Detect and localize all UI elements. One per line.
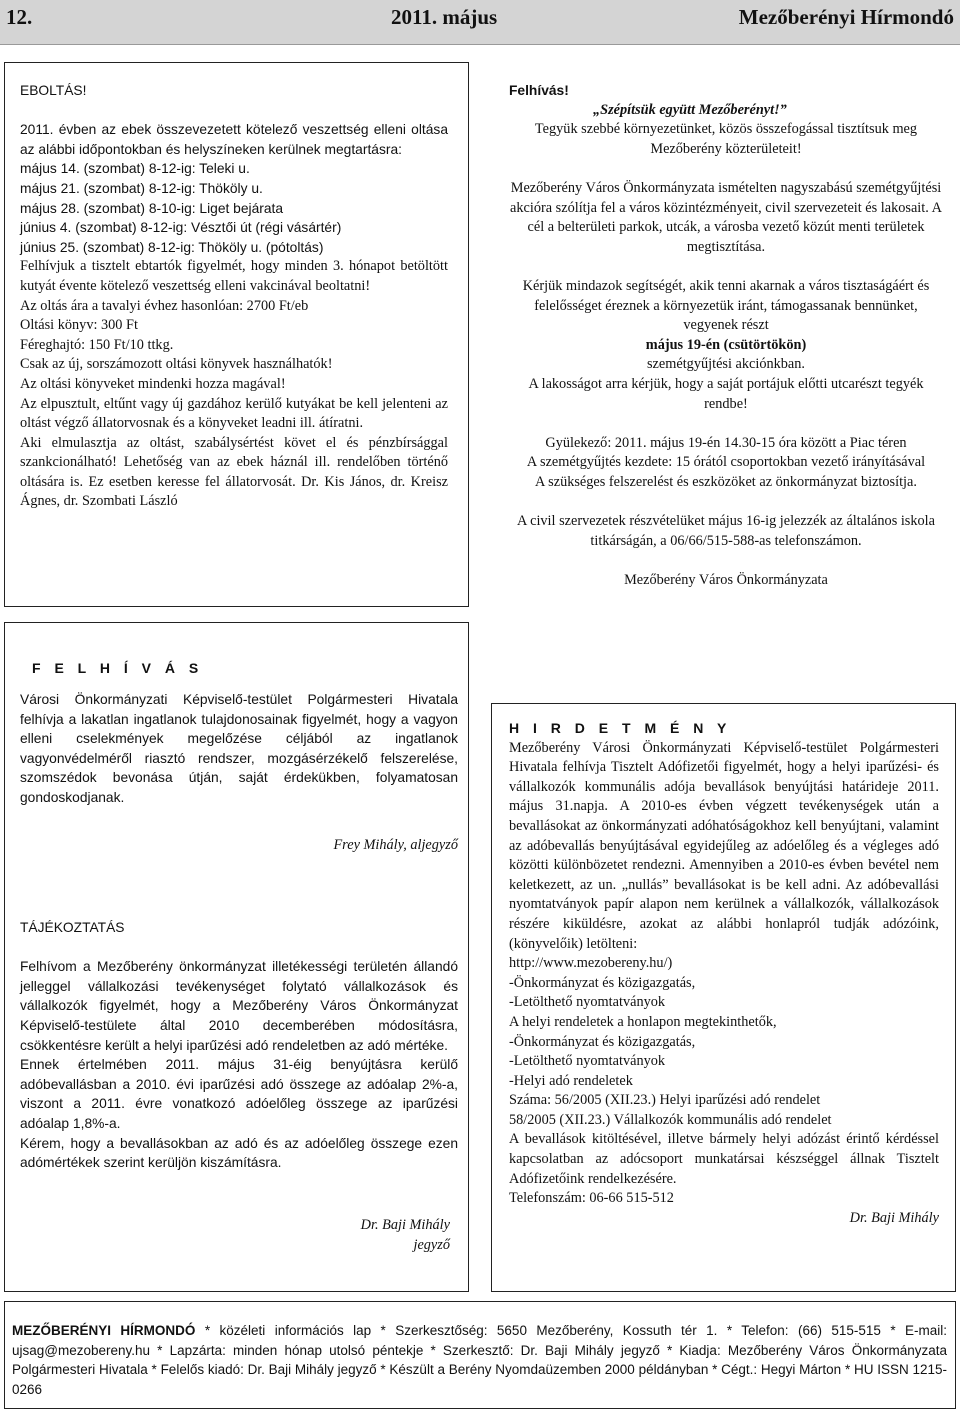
felhivas-signature: Frey Mihály, aljegyző [333,837,458,853]
szepites-p3b: május 19-én (csütörtökön) [645,336,807,353]
publication-title: Mezőberényi Hírmondó [738,5,954,29]
footer-publication-name: MEZŐBERÉNYI HÍRMONDÓ [12,1323,196,1338]
eboltas-date-1: május 14. (szombat) 8-12-ig: Teleki u. [20,161,250,177]
tajekoztatas-title: TÁJÉKOZTATÁS [20,920,125,935]
eboltas-date-3: május 28. (szombat) 8-10-ig: Liget bejárata [20,200,284,216]
szepites-p4: A lakosságot arra kérjük, hogy a saját portájuk előtti utcarészt tegyék rendbe! [528,375,924,412]
szepites-p6: A szemétgyűjtés kezdete: 15 órától csoportokban vezető irányításával [526,454,926,471]
szepites-p2: Mezőberény Város Önkormányzata ismételten nagyszabású szemétgyűjtési akcióra szólítja fel a város közintézményeit, civil szervezeteit és lakosait. A cél a belterületi parkok, utcák, a városba vezető közút menti területek megtisztítása. [510,179,942,255]
szepites-label: Felhívás! [509,83,569,98]
eboltas-intro: 2011. évben az ebek összevezetett kötelező veszettség elleni oltása az alábbi időpontokban és helyszíneken kerülnek megtartásra: [20,122,448,157]
eboltas-note-2: Az oltási könyveket mindenki hozza magával! [20,375,286,392]
eboltas-penalty: Aki elmulasztja az oltást, szabálysértést követ el és pénzbírsággal szankcionálható! Lehetőség van az ebek háznál ill. rendelőben történő oltására is. Ez esetben keresse fel állatorvosát. Dr. Kis János, dr. Kreisz Ágnes, dr. Szombati László [20,434,448,510]
hirdetmeny-title: H I R D E T M É N Y [509,720,732,736]
tajekoztatas-signature [20,1216,450,1255]
hirdetmeny-path-3: -Önkormányzat és közigazgatás, [509,1033,696,1050]
eboltas-lost: Az elpusztult, eltűnt vagy új gazdához kerülő kutyákat be kell jelenteni az oltást végző állatorvosnak és a könyveket leadni ill. átíratni. [20,395,448,432]
hirdetmeny-body-1: Mezőberény Városi Önkormányzati Képviselő-testület Polgármesteri Hivatala felhívja Tisztelt Adófizetői figyelmét, hogy a helyi iparűzési- és vállalkozók kommunális adója bevallások benyújtási határideje 2011. május 31.napja. A 2010-es évben végzett tevékenységek után a bevallásokat az önkormányzati adóhatóságokhoz kell benyújtani, valamint az adóbevallás benyújtásával egyidejűleg az adóelőleg és a végleges adó közötti különbözetet rendezni. Amennyiben a 2010-es évben bevétel nem keletkezett, az un. „nullás” bevallásokat is be kell adni. Az adóbevallási nyomtatványok papír alapon nem kerülnek a vállalkozók, vállalkozások részére kiküldésre, azokat az alábbi honlapról tudják adózóink, (könyvelőik) letölteni: [509,739,939,952]
szepites-p8: A civil szervezetek részvételüket május 16-ig jelezzék az általános iskola titkárságán, a 06/66/515-588-as telefonszámon. [516,513,935,549]
hirdetmeny-url[interactable]: http://www.mezobereny.hu/) [509,955,673,972]
hirdetmeny-path-4: -Letölthető nyomtatványok [509,1053,666,1070]
eboltas-notice: Felhívjuk a tisztelt ebtartók figyelmét, hogy minden 3. hónapot betöltött kutyát évente kötelező veszettség elleni vakcinával beoltatni! [20,258,448,294]
hirdetmeny-path-2: -Letölthető nyomtatványok [509,994,666,1011]
felhivas-article [20,690,458,808]
szepites-p7: A szükséges felszerelést és eszközöket az önkormányzat biztosítja. [535,473,917,490]
eboltas-date-4: június 4. (szombat) 8-12-ig: Vésztői út (régi vásártér) [20,220,342,236]
hirdetmeny-signature: Dr. Baji Mihály [849,1209,939,1226]
page-number: 12. [6,5,33,29]
tajekoztatas-body-2: Ennek értelmében 2011. május 31-éig benyújtásra kerülő adóbevallásban a 2010. évi iparűzési adó összege az adóalap 2%-a, viszont a 2011. évre vonatkozó adóelőleg összege az iparűzési adóalap 1,8%-a. [20,1057,458,1131]
hirdetmeny-intro-2: A helyi rendeletek a honlapon megtekinthetők, [509,1013,777,1030]
eboltas-date-5: június 25. (szombat) 8-12-ig: Thököly u. (pótoltás) [20,239,324,255]
eboltas-date-2: május 21. (szombat) 8-12-ig: Thököly u. [20,180,263,196]
page-header [0,0,960,45]
eboltas-price-3: Féreghajtó: 150 Ft/10 ttkg. [20,336,174,353]
tajekoztatas-article [20,918,458,1173]
eboltas-price-2: Oltási könyv: 300 Ft [20,317,138,334]
hirdetmeny-path-5: -Helyi adó rendeletek [509,1072,633,1089]
hirdetmeny-decree-2: 58/2005 (XII.23.) Vállalkozók kommunális adó rendelet [509,1111,832,1128]
tajekoztatas-signature-role: jegyző [413,1236,450,1253]
hirdetmeny-article [509,719,939,1228]
footer-imprint [12,1321,947,1399]
footer-details: * közéleti információs lap * Szerkesztőség: 5650 Mezőberény, Kossuth tér 1. * Telefon: (66) 515-515 * E-mail: ujsag@mezobereny.hu * Lapzárta: minden hónap utolsó péntekje * Szerkesztő: Dr. Baji Mihály jegyző * Kiadja: Mezőberény Város Önkormányzata Polgármesteri Hivatala * Felelős kiadó: Dr. Baji Mihály jegyző * Készült a Berény Nyomdaüzemben 2000 példányban * Cégt.: Hegyi Márton * HU ISSN 1215-0266 [12,1323,947,1397]
szepites-p3a: Kérjük mindazok segítségét, akik tenni akarnak a város tisztaságáért és felelősséget éreznek a környezetük iránt, támogassanak bennünket, vegyenek részt [522,277,930,334]
szepites-p1: Tegyük szebbé környezetünket, közös összefogással tisztítsuk meg Mezőberény közterületeit! [534,121,918,157]
szepites-title: „Szépítsük együtt Mezőberényt!” [593,101,787,118]
szepites-article [509,81,943,590]
tajekoztatas-body-1: Felhívom a Mezőberény önkormányzat illetékességi területén állandó jelleggel vállalkozási tevékenységet folytató vállalkozások és vállalkozók figyelmét, hogy a Mezőberény Város Önkormányzat Képviselő-testülete által 2010 decemberében módosításra, csökkentésre került a helyi iparűzési adó rendeletben az adó mértéke. [20,959,458,1053]
hirdetmeny-decree-1: Száma: 56/2005 (XII.23.) Helyi iparűzési adó rendelet [509,1092,821,1109]
issue-date: 2011. május [391,5,498,29]
felhivas-title-wrap [32,659,452,679]
tajekoztatas-body-3: Kérem, hogy a bevallásokban az adó és az adóelőleg összege ezen adómértékek szerint kerüljön kiszámításra. [20,1135,458,1171]
eboltas-title: EBOLTÁS! [20,83,87,98]
hirdetmeny-path-1: -Önkormányzat és közigazgatás, [509,974,696,991]
felhivas-body: Városi Önkormányzati Képviselő-testület Polgármesteri Hivatala felhívja a lakatlan ingatlanok tulajdonosainak figyelmét, hogy a vagyon elleni cselekmények megelőzése céljából az ingatlanok vagyonvédelméről riasztó rendszer, mozgásérzékelő felszerelése, szomszédok bevonása útján, saját érdekükben, folyamatosan gondoskodjanak. [20,692,458,805]
hirdetmeny-body-2: A bevallások kitöltésével, illetve bármely helyi adózást érintő kérdéssel kapcsolatban az adócsoport munkatársai készséggel állnak Tisztelt Adófizetőink rendelkezésére. [509,1131,939,1187]
eboltas-price-1: Az oltás ára a tavalyi évhez hasonlóan: 2700 Ft/eb [20,297,309,314]
tajekoztatas-signature-name: Dr. Baji Mihály [360,1217,450,1233]
szepites-p3c: szemétgyűjtési akciónkban. [646,356,805,373]
szepites-p5: Gyülekező: 2011. május 19-én 14.30-15 óra között a Piac téren [545,434,907,451]
felhivas-signature-wrap [20,836,458,856]
eboltas-article [20,81,448,512]
szepites-signature: Mezőberény Város Önkormányzata [624,571,828,588]
eboltas-note-1: Csak az új, sorszámozott oltási könyvek használhatók! [20,356,333,373]
felhivas-title: F E L H Í V Á S [32,660,204,676]
hirdetmeny-phone: Telefonszám: 06-66 515-512 [509,1190,674,1207]
